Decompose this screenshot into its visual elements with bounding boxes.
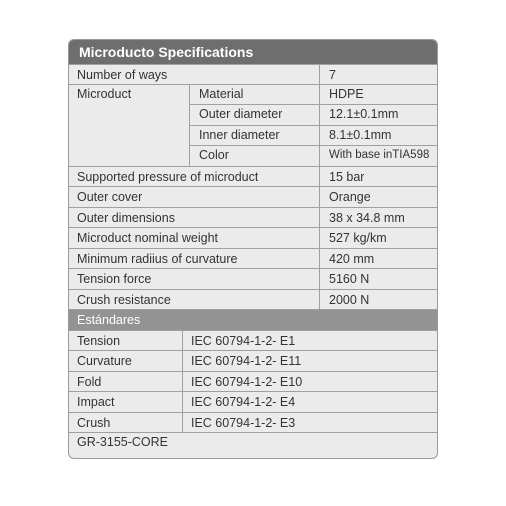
value-color: With base inTIA598 [329,149,430,161]
label-crush-resistance: Crush resistance [77,293,171,307]
label-microduct: Microduct [77,87,132,101]
row-tension-force [69,268,437,289]
standard-value: IEC 60794-1-2- E1 [191,334,296,348]
label-outer-dimensions: Outer dimensions [77,211,175,225]
value-outer-dimensions: 38 x 34.8 mm [329,211,405,225]
standard-label: Crush [77,416,111,430]
standard-row [69,350,437,371]
standard-value: IEC 60794-1-2- E11 [191,354,302,368]
row-nominal-weight [69,227,437,248]
label-min-radius: Minimum radiius of curvature [77,252,238,266]
value-supported-pressure: 15 bar [329,170,365,184]
label-number-of-ways: Number of ways [77,68,168,82]
standard-row [69,330,437,351]
value-crush-resistance: 2000 N [329,293,370,307]
label-supported-pressure: Supported pressure of microduct [77,170,259,184]
label-outer-cover: Outer cover [77,190,143,204]
standard-value: IEC 60794-1-2- E10 [191,375,303,389]
row-supported-pressure [69,166,437,187]
card-title: Microducto Specifications [69,40,437,64]
value-min-radius: 420 mm [329,252,375,266]
label-color: Color [199,148,229,162]
label-outer-diameter: Outer diameter [199,107,283,121]
label-tension-force: Tension force [77,272,152,286]
standard-label: Fold [77,375,102,389]
standard-row [69,391,437,412]
standard-value: IEC 60794-1-2- E4 [191,395,296,409]
standard-row [69,412,437,433]
standard-row [69,371,437,392]
standards-heading-row [69,309,437,330]
standard-value: IEC 60794-1-2- E3 [191,416,296,430]
value-tension-force: 5160 N [329,272,370,286]
standards-heading: Estándares [77,313,141,327]
row-number-of-ways [69,64,437,85]
standards-footer: GR-3155-CORE [77,435,168,449]
value-number-of-ways: 7 [329,68,336,82]
row-crush-resistance [69,289,437,310]
row-outer-dimensions [69,207,437,228]
label-material: Material [199,87,244,101]
standard-label: Tension [77,334,121,348]
row-outer-cover [69,186,437,207]
standard-label: Impact [77,395,115,409]
standard-label: Curvature [77,354,132,368]
value-outer-cover: Orange [329,190,371,204]
row-min-radius [69,248,437,269]
value-outer-diameter: 12.1±0.1mm [329,107,399,121]
spec-card [68,39,438,459]
value-inner-diameter: 8.1±0.1mm [329,128,392,142]
label-nominal-weight: Microduct nominal weight [77,231,219,245]
value-material: HDPE [329,87,364,101]
label-inner-diameter: Inner diameter [199,128,280,142]
value-nominal-weight: 527 kg/km [329,231,387,245]
